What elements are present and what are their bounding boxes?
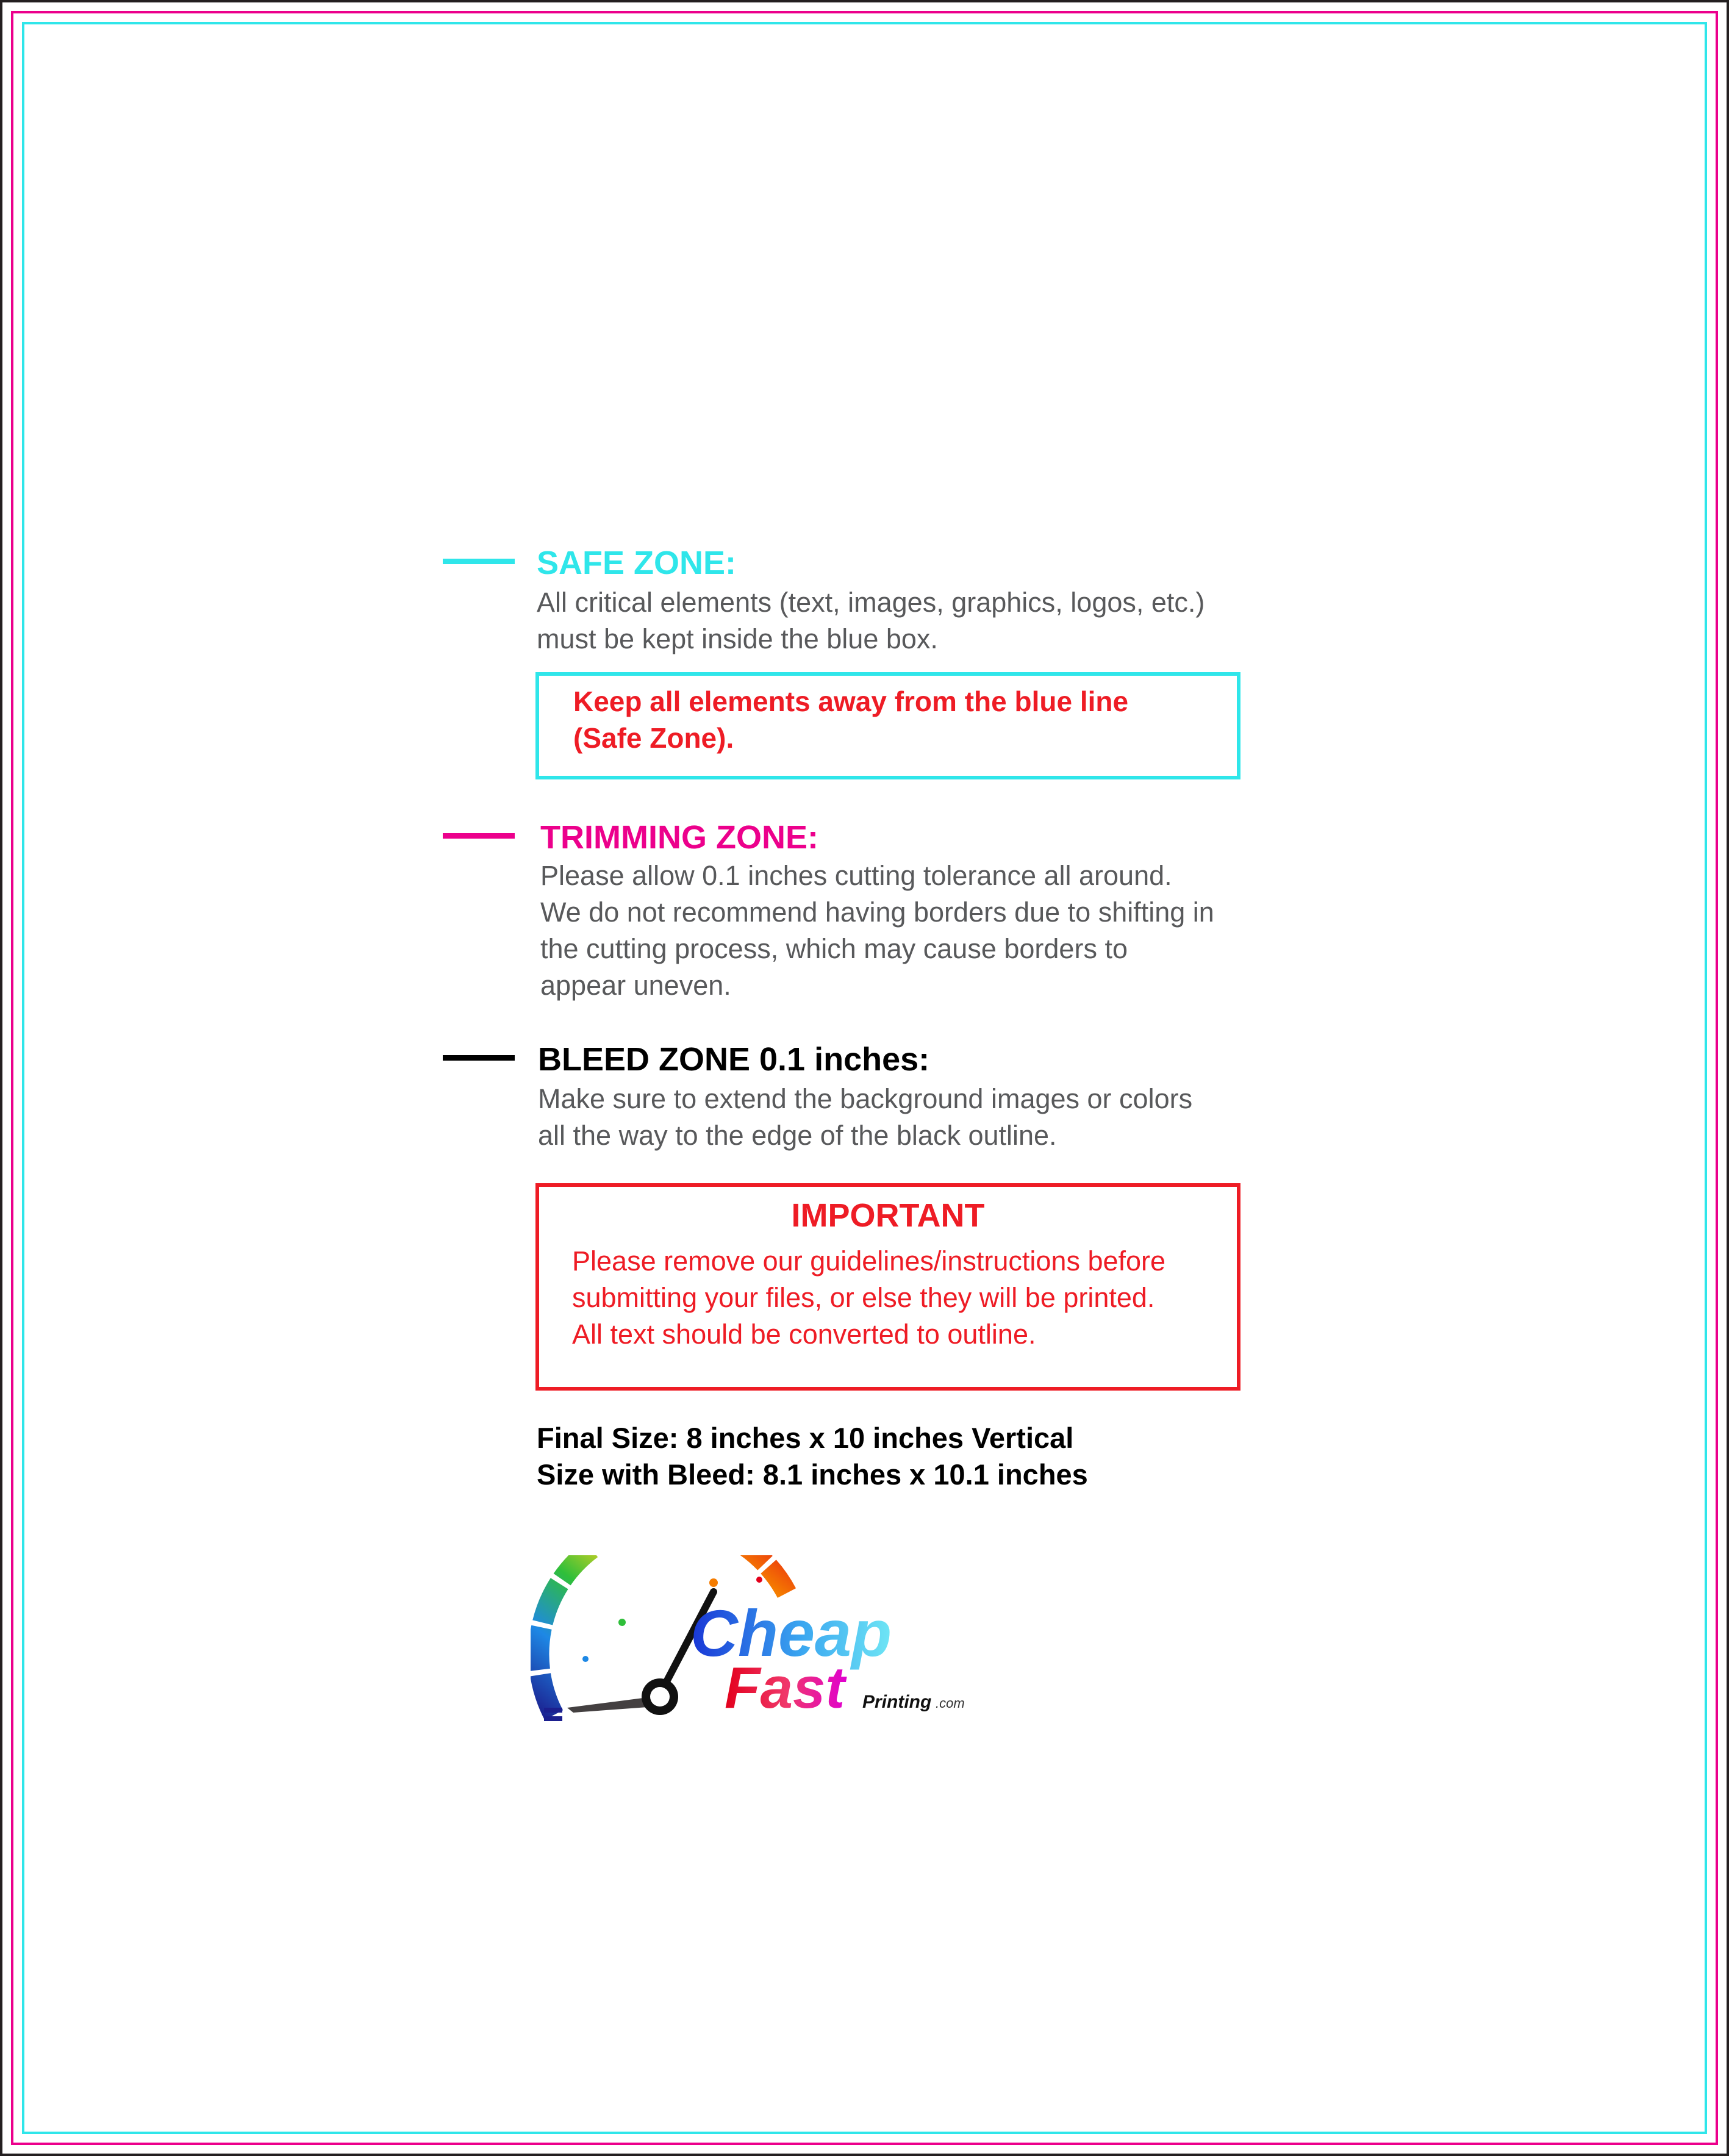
trimming-zone-description [540,858,1214,1004]
safe-zone-note-line: (Safe Zone). [573,722,734,754]
bleed-zone-line: all the way to the edge of the black outline. [538,1120,1057,1151]
bleed-zone-heading: BLEED ZONE 0.1 inches: [538,1041,930,1078]
important-description [572,1243,1165,1353]
safe-zone-note-line: Keep all elements away from the blue line [573,686,1129,717]
important-line: All text should be converted to outline. [572,1319,1036,1350]
safe-zone-note [573,683,1128,756]
bleed-zone-description [538,1081,1192,1154]
bleed-zone-line: Make sure to extend the background images or colors [538,1083,1193,1114]
safe-zone-line: All critical elements (text, images, graphics, logos, etc.) [537,587,1205,618]
safe-zone-note-box [535,672,1240,779]
trimming-zone-line: Please allow 0.1 inches cutting tolerance all around. [540,860,1172,891]
safe-zone-heading: SAFE ZONE: [537,545,737,581]
trimming-zone-line: We do not recommend having borders due to shifting in [540,897,1214,928]
important-title: IMPORTANT [791,1197,985,1234]
speedometer-icon [531,1555,970,1738]
size-info [537,1420,1088,1493]
safe-zone-description [537,584,1205,657]
trimming-zone-line: appear uneven. [540,970,731,1001]
important-line: submitting your files, or else they will be printed. [572,1282,1155,1313]
trimming-zone-swatch [443,833,515,839]
cheap-fast-printing-logo [531,1555,970,1738]
important-box [535,1183,1240,1391]
logo-word-com: .com [936,1696,965,1711]
bleed-size: Size with Bleed: 8.1 inches x 10.1 inches [537,1458,1088,1491]
logo-word-cheap: Cheap [690,1596,892,1670]
important-line: Please remove our guidelines/instructions before [572,1245,1166,1277]
safe-zone-swatch [443,559,515,564]
trimming-zone-line: the cutting process, which may cause borders to [540,933,1128,964]
logo-word-printing: Printing [862,1692,932,1712]
trimming-zone-heading: TRIMMING ZONE: [540,819,818,856]
final-size: Final Size: 8 inches x 10 inches Vertical [537,1422,1074,1454]
bleed-zone-swatch [443,1055,515,1061]
logo-word-fast: Fast [725,1655,845,1721]
safe-zone-line: must be kept inside the blue box. [537,623,938,654]
